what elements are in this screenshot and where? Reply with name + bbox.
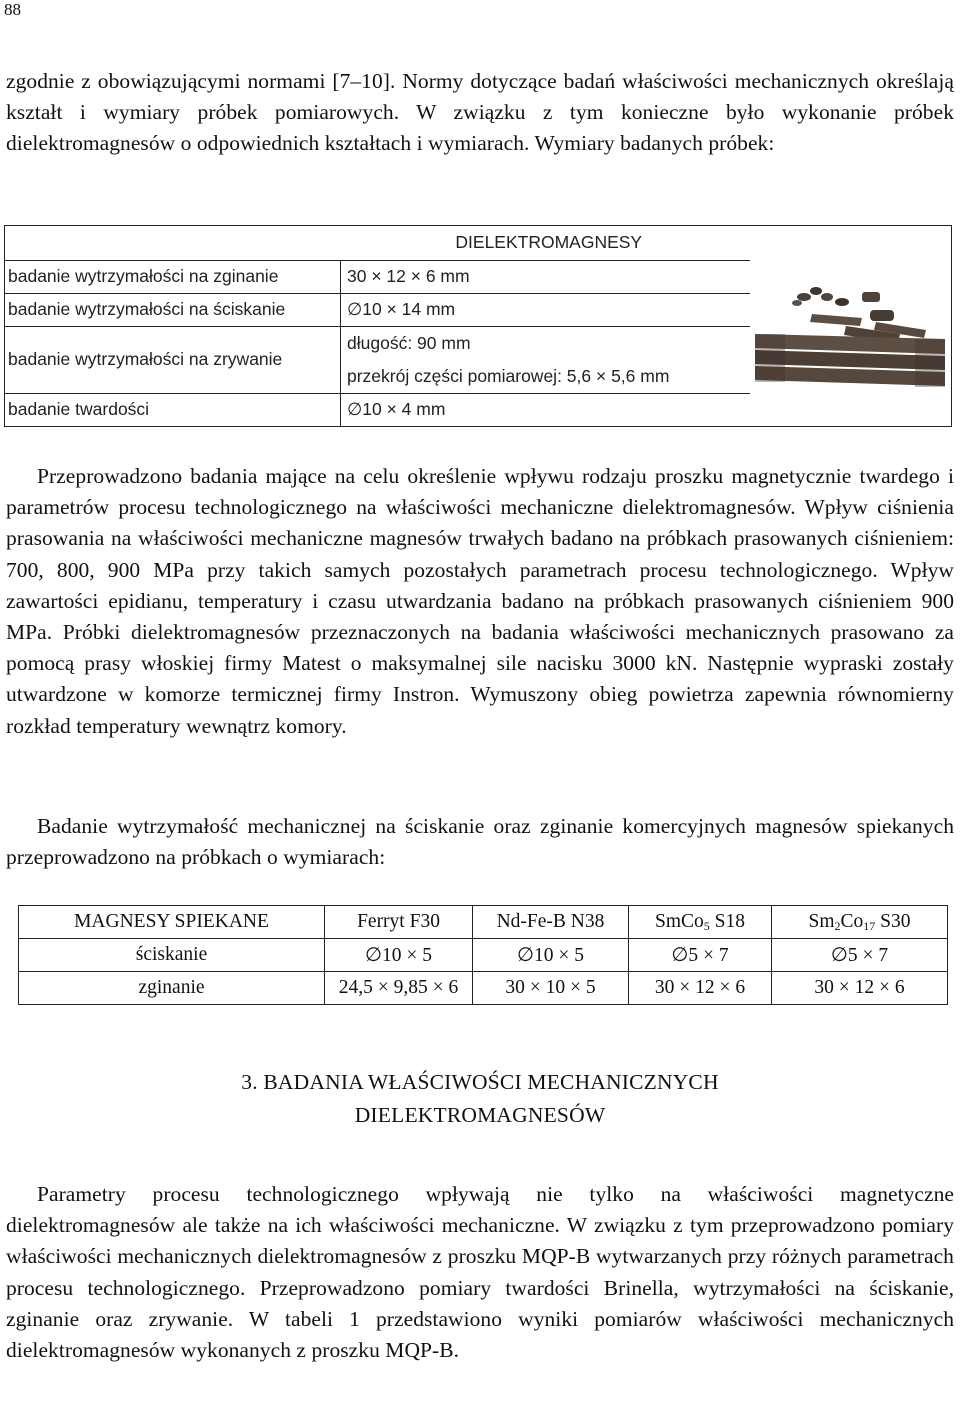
dims-row-value: długość: 90 mm xyxy=(347,332,471,353)
samples-photo xyxy=(750,226,950,425)
paragraph-research: Przeprowadzono badania mające na celu określenie wpływu rodzaju proszku magnetycznie twardego i parametrów procesu technologicznego na właściwości mechaniczne dielektromagnesów. Wpływ ciśnienia prasowania na właściwości mechaniczne magnesów trwałych badano na próbkach prasowanych ciśnieniem: 700, 800, 900 MPa przy takich samych pozostałych parametrach procesu technologicznego. Wpływ zawartości epidianu, temperatury i czasu utwardzania badano na próbkach prasowanych ciśnieniem 900 MPa. Próbki dielektromagnesów przeznaczonych na badania właściwości mechanicznych prasowano za pomocą prasy włoskiej firmy Matest o maksymalnej sile nacisku 3000 kN. Następnie wypraski zostały utwardzone w komorze termicznej firmy Instron. Wymuszony obieg powietrza zapewnia równomierny rozkład temperatury wewnątrz komory. xyxy=(6,464,954,738)
table-cell: ściskanie xyxy=(19,939,325,972)
table-cell: ∅5 × 7 xyxy=(772,939,948,972)
dims-row-value: ∅10 × 4 mm xyxy=(341,393,752,426)
table-header-cell: MAGNESY SPIEKANE xyxy=(19,906,325,939)
dims-row-value: ∅10 × 14 mm xyxy=(341,293,752,326)
dims-row-label: badanie wytrzymałości na zrywanie xyxy=(5,326,341,393)
dims-row-value-2: przekrój części pomiarowej: 5,6 × 5,6 mm xyxy=(347,365,670,386)
paragraph-sintered-intro: Badanie wytrzymałość mechanicznej na ściskanie oraz zginanie komercyjnych magnesów spiekanych przeprowadzono na próbkach o wymiarach: xyxy=(6,814,954,870)
table-cell: zginanie xyxy=(19,972,325,1005)
dims-row-label: badanie twardości xyxy=(5,393,341,426)
page-number: 88 xyxy=(4,0,21,19)
paragraph-intro: zgodnie z obowiązującymi normami [7–10]. Normy dotyczące badań właściwości mechanicznych określają kształt i wymiary próbek pomiarowych. W związku z tym konieczne było wykonanie próbek dielektromagnesów o odpowiednich kształtach i wymiarach. Wymiary badanych próbek: xyxy=(6,69,954,156)
sample-dimensions-table xyxy=(5,226,751,426)
paragraph-parameters: Parametry procesu technologicznego wpływają nie tylko na właściwości magnetyczne dielektromagnesów ale także na ich właściwości mechaniczne. W związku z tym przeprowadzono pomiary właściwości mechanicznych dielektromagnesów z proszku MQP-B wytwarzanych przy różnych parametrach procesu technologicznego. Przeprowadzono pomiary twardości Brinella, wytrzymałości na ściskanie, zginanie oraz zrywanie. W tabeli 1 przedstawiono wyniki pomiarów właściwości mechanicznych dielektromagnesów wykonanych z proszku MQP-B. xyxy=(6,1182,954,1363)
table-cell: 30 × 12 × 6 xyxy=(772,972,948,1005)
table-cell: 24,5 × 9,85 × 6 xyxy=(325,972,473,1005)
table-header-row xyxy=(19,906,948,939)
table-row xyxy=(19,972,948,1005)
table-cell: 30 × 12 × 6 xyxy=(629,972,772,1005)
table-cell: ∅10 × 5 xyxy=(473,939,629,972)
sintered-magnets-table xyxy=(18,905,948,1005)
dims-row-label: badanie wytrzymałości na zginanie xyxy=(5,260,341,293)
table-cell: ∅10 × 5 xyxy=(325,939,473,972)
table-cell: ∅5 × 7 xyxy=(629,939,772,972)
section-title-line: 3. BADANIA WŁAŚCIWOŚCI MECHANICZNYCH xyxy=(241,1070,719,1094)
table-header-cell: $Sm_2Co_{17}$ S30 xyxy=(772,906,948,939)
table-header-cell: Ferryt F30 xyxy=(325,906,473,939)
section-title xyxy=(0,1066,960,1132)
section-title-line: DIELEKTROMAGNESÓW xyxy=(354,1103,606,1127)
table-cell: 30 × 10 × 5 xyxy=(473,972,629,1005)
table-header-cell: SmCo$_5$ S18 xyxy=(629,906,772,939)
dims-header: DIELEKTROMAGNESY xyxy=(341,226,752,260)
table-header-cell: Nd-Fe-B N38 xyxy=(473,906,629,939)
dims-row-value: 30 × 12 × 6 mm xyxy=(341,260,752,293)
dims-row-label: badanie wytrzymałości na ściskanie xyxy=(5,293,341,326)
sample-dimensions-box xyxy=(4,225,952,427)
table-row xyxy=(19,939,948,972)
